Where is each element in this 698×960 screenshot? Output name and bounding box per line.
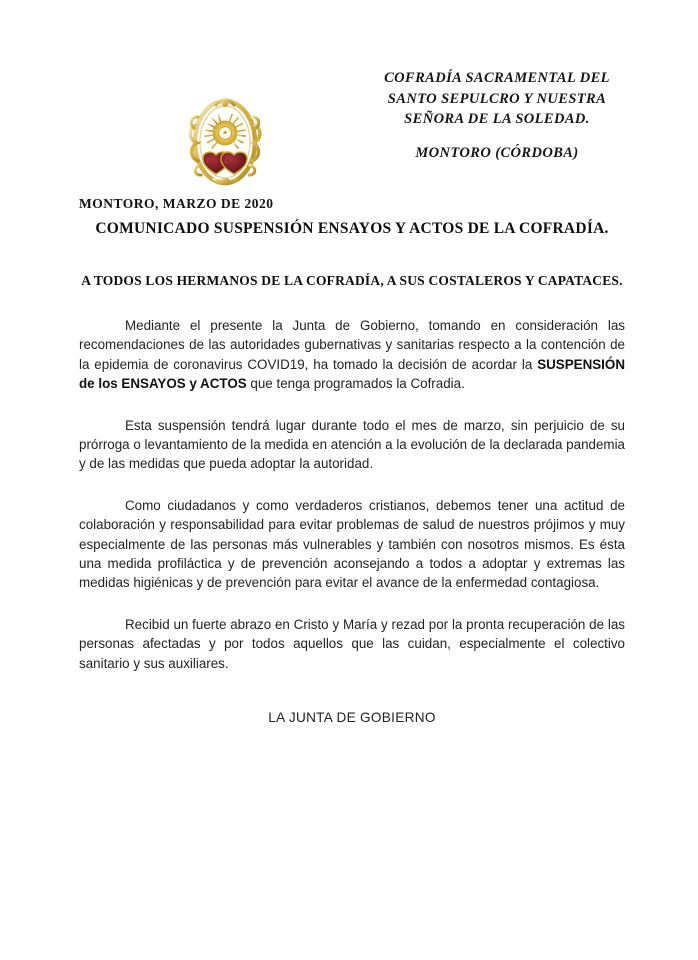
paragraph-1	[79, 316, 625, 394]
cofradia-emblem-monstrance-hearts-icon	[178, 95, 272, 187]
letterhead-text-block	[372, 68, 622, 162]
page-title: COMUNICADO SUSPENSIÓN ENSAYOS Y ACTOS DE LA COFRADÍA.	[95, 220, 609, 237]
date-line: MONTORO, MARZO DE 2020	[79, 196, 274, 211]
letterhead-line-1: COFRADÍA SACRAMENTAL DEL	[384, 70, 610, 86]
paragraph-1-text-before-emphasis: Mediante el presente la Junta de Gobierno, tomando en consideración las recomendaciones de las autoridades gubernativas y sanitarias respecto a la contención de la epidemia de coronavirus COVID19, ha tomado la decisión de acordar la	[79, 318, 625, 372]
paragraph-3: Como ciudadanos y como verdaderos cristianos, debemos tener una actitud de colaboración y responsabilidad para evitar problemas de salud de nuestros prójimos y muy especialmente de las personas más vulnerables y también con nosotros mismos. Es ésta una medida profiláctica y de prevención aconsejando a todos a adoptar y extremas las medidas higiénicas y de prevención para evitar el avance de la enfermedad contagiosa.	[79, 497, 625, 591]
paragraph-1-text-after-emphasis: que tenga programados la Cofradia.	[246, 376, 465, 392]
paragraph-1-emphasis: SUSPENSIÓN de los ENSAYOS y ACTOS	[79, 356, 625, 392]
letterhead	[0, 60, 698, 190]
body-text	[79, 316, 625, 673]
paragraph-4: Recibid un fuerte abrazo en Cristo y María y rezad por la pronta recuperación de las personas afectadas y por todos aquellos que las cuidan, especialmente el colectivo sanitario y sus auxiliares.	[79, 616, 625, 671]
letterhead-line-2: SANTO SEPULCRO Y NUESTRA	[387, 90, 607, 107]
letterhead-city: MONTORO (CÓRDOBA)	[415, 144, 579, 161]
signature-line: LA JUNTA DE GOBIERNO	[268, 710, 436, 725]
letterhead-line-3: SEÑORA DE LA SOLEDAD.	[404, 111, 590, 127]
paragraph-2: Esta suspensión tendrá lugar durante todo el mes de marzo, sin perjuicio de su prórroga o levantamiento de la medida en atención a la evolución de la declarada pandemia y de las medidas que pueda adoptar la autoridad.	[79, 417, 625, 472]
addressee-line: A TODOS LOS HERMANOS DE LA COFRADÍA, A SUS COSTALEROS Y CAPATACES.	[81, 273, 623, 288]
